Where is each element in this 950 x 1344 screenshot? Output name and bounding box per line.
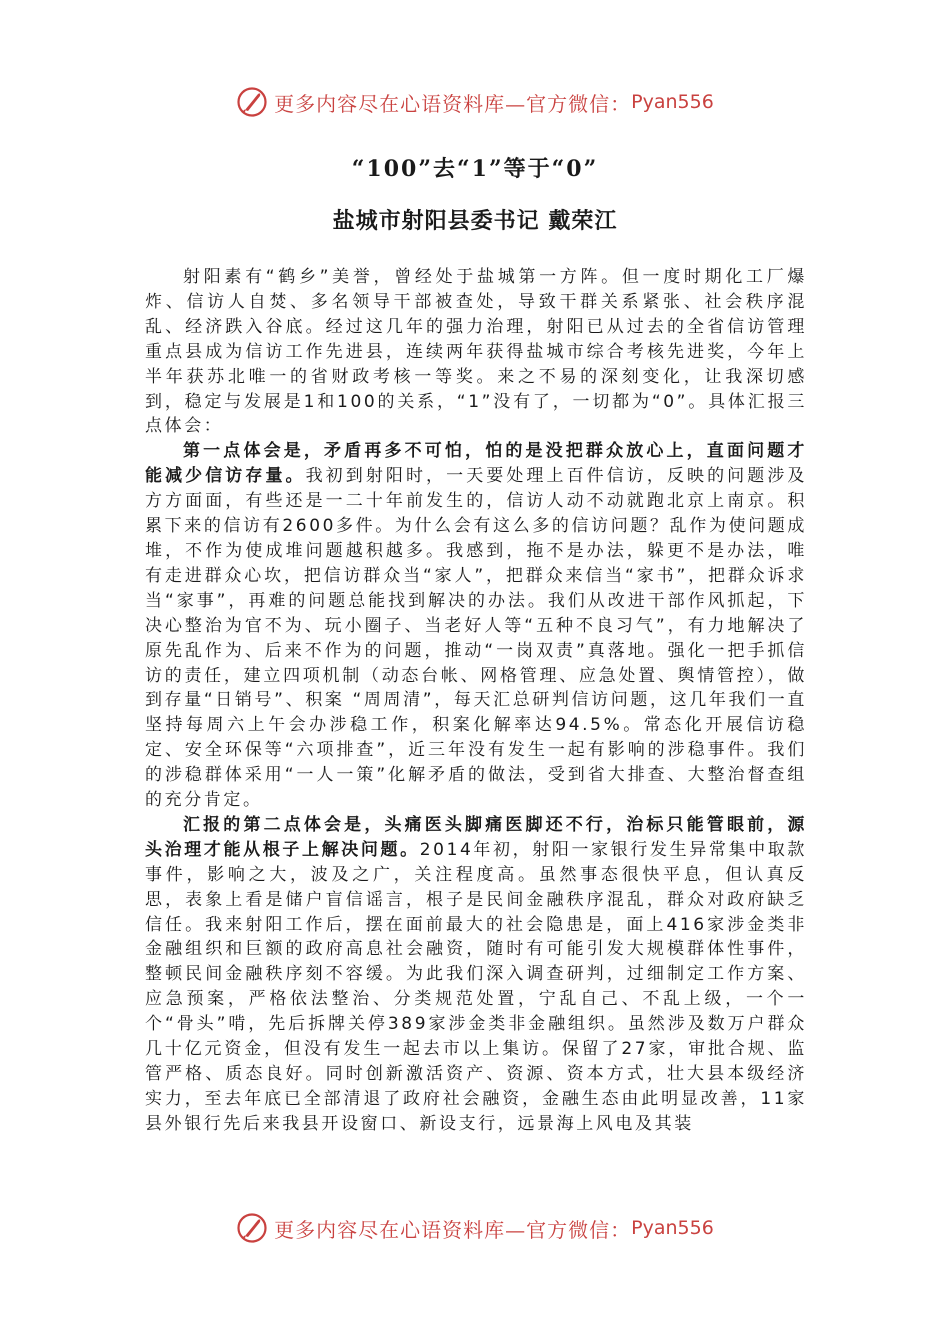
paragraph-3-lead: 汇报的第二点体会是，头痛医头脚痛医脚还不行，治标只能管眼前，源头治理才能从根子上解决问题。 <box>145 814 807 860</box>
footer-banner-text: 更多内容尽在心语资料库—官方微信： <box>274 1217 632 1242</box>
paragraph-2-text: 我初到射阳时，一天要处理上百件信访，反映的问题涉及方方面面，有些还是一二十年前发生的，信访人动不动就跑北京上南京。积累下来的信访有2600多件。为什么会有这么多的信访问题？乱作为使问题成堆，不作为使成堆问题越积越多。我感到，拖不是办法，躲更不是办法，唯有走进群众心坎，把信访群众当“家人”，把群众来信当“家书”，把群众诉求当“家事”，再难的问题总能找到解决的办法。我们从改进干部作风抓起，下决心整治为官不为、玩小圈子、当老好人等“五种不良习气”，有力地解决了原先乱作为、后来不作为的问题，推动“一岗双责”真落地。强化一把手抓信访的责任，建立四项机制（动态台帐、网格管理、应急处置、舆情管控），做到存量“日销号”、积案 “周周清”，每天汇总研判信访问题，这几年我们一直坚持每周六上午会办涉稳工作，积案化解率达94.5%。常态化开展信访稳定、安全环保等“六项排查”，近三年没有发生一起有影响的涉稳事件。我们的涉稳群体采用“一人一策”化解矛盾的做法，受到省大排查、大整治督查组的充分肯定。 <box>145 466 807 811</box>
header-banner <box>0 82 950 122</box>
footer-wechat-id: Pyan556 <box>631 1217 714 1239</box>
paragraph-1-text: 射阳素有“鹤乡”美誉，曾经处于盐城第一方阵。但一度时期化工厂爆炸、信访人自焚、多名领导干部被查处，导致干群关系紧张、社会秩序混乱、经济跌入谷底。经过这几年的强力治理，射阳已从过去的全省信访管理重点县成为信访工作先进县，连续两年获得盐城市综合考核先进奖，今年上半年获苏北唯一的省财政考核一等奖。来之不易的深刻变化，让我深切感到，稳定与发展是1和100的关系，“1”没有了，一切都为“0”。具体汇报三点体会： <box>145 267 807 437</box>
document-title: “100”去“1”等于“0” <box>351 156 599 182</box>
paragraph-2 <box>145 439 807 813</box>
quill-pen-icon <box>236 1212 268 1244</box>
header-wechat-id: Pyan556 <box>631 91 714 113</box>
header-banner-text: 更多内容尽在心语资料库—官方微信： <box>274 91 632 116</box>
author-line: 盐城市射阳县委书记 戴荣江 <box>332 209 618 234</box>
paragraph-3-text: 2014年初，射阳一家银行发生异常集中取款事件，影响之大，波及之广，关注程度高。虽然事态很快平息，但认真反思，表象上看是储户盲信谣言，根子是民间金融秩序混乱，群众对政府缺乏信任。我来射阳工作后，摆在面前最大的社会隐患是，面上416家涉金类非金融组织和巨额的政府高息社会融资，随时有可能引发大规模群体性事件，整顿民间金融秩序刻不容缓。为此我们深入调查研判，过细制定工作方案、应急预案，严格依法整治、分类规范处置，宁乱自己、不乱上级，一个一个“骨头”啃，先后拆牌关停389家涉金类非金融组织。虽然涉及数万户群众几十亿元资金，但没有发生一起去市以上集访。保留了27家，审批合规、监管严格、质态良好。同时创新激活资产、资源、资本方式，壮大县本级经济实力，至去年底已全部清退了政府社会融资，金融生态由此明显改善，11家县外银行先后来我县开设窗口、新设支行，远景海上风电及其装 <box>145 839 807 1134</box>
quill-pen-icon <box>236 86 268 118</box>
paragraph-3 <box>145 813 807 1137</box>
document-body <box>145 265 807 1137</box>
footer-banner <box>0 1208 950 1248</box>
paragraph-2-lead: 第一点体会是，矛盾再多不可怕，怕的是没把群众放心上，直面问题才能减少信访存量。 <box>145 441 807 487</box>
paragraph-1 <box>145 265 807 439</box>
